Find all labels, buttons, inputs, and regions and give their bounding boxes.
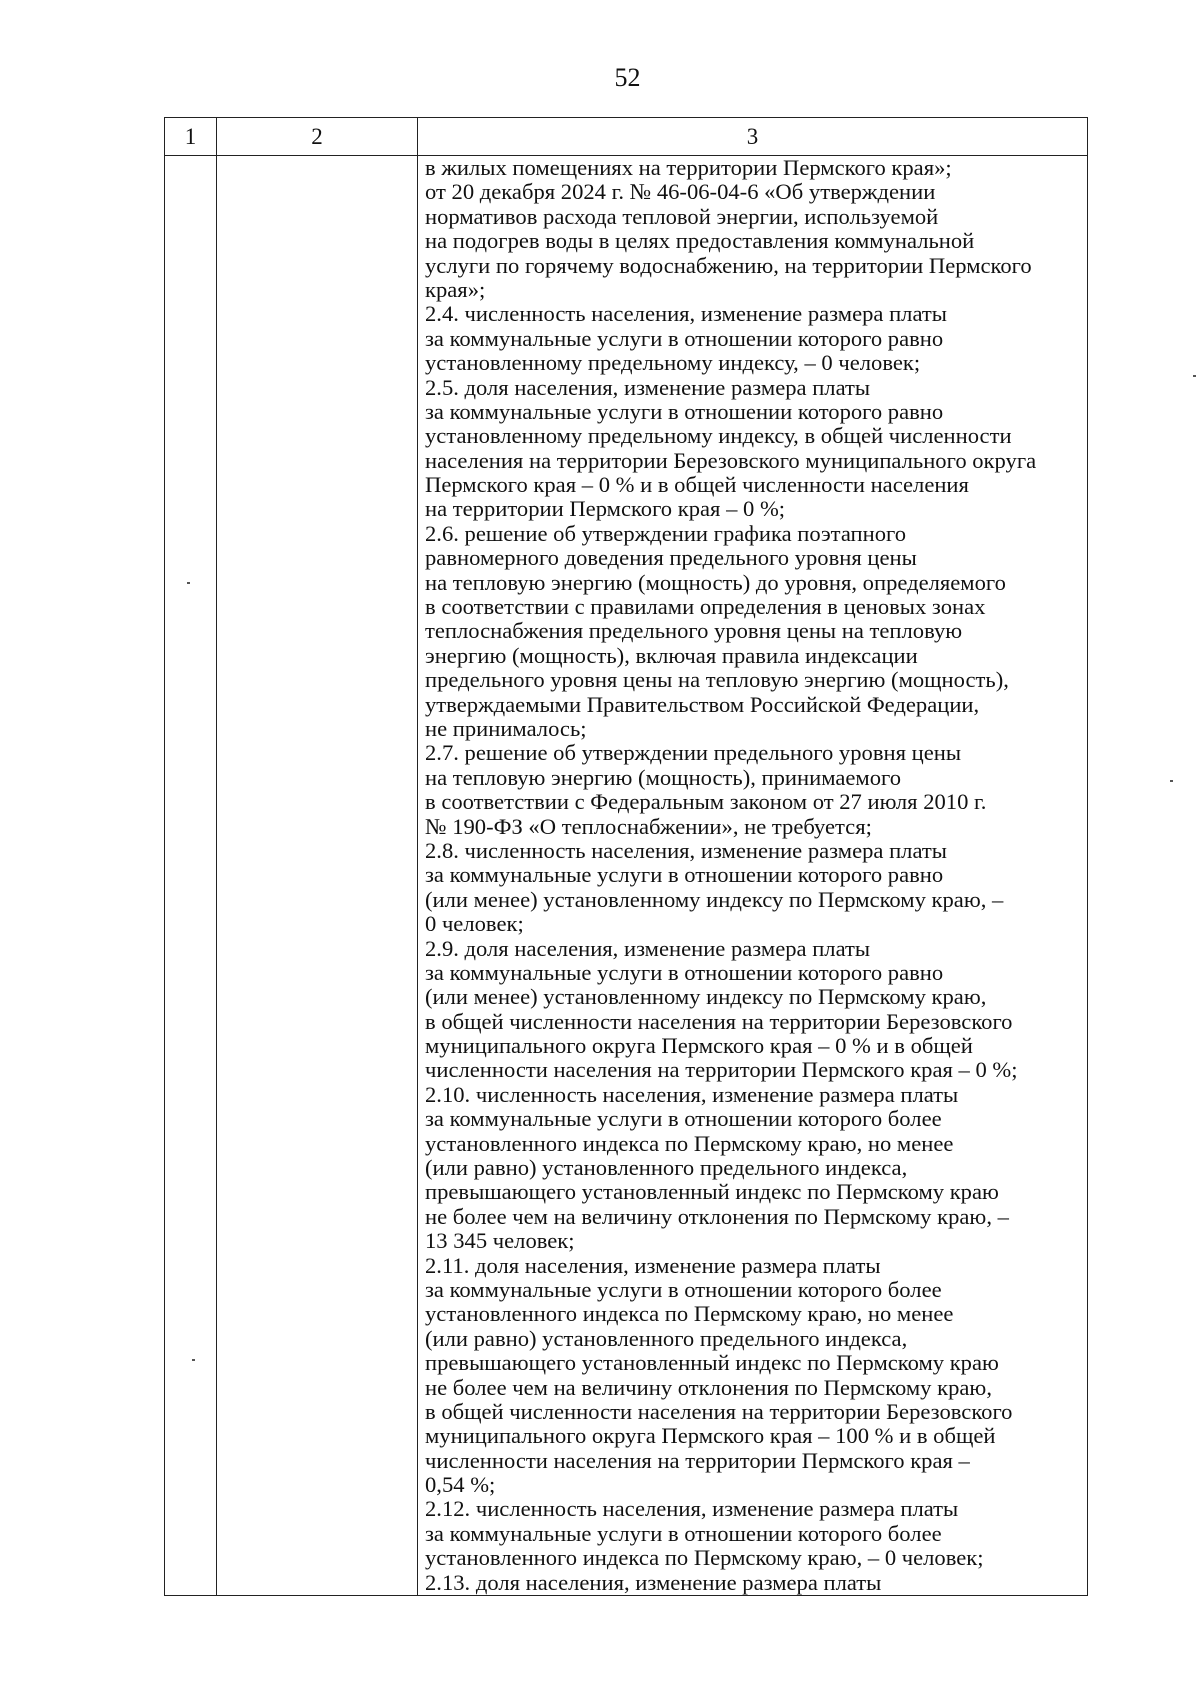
text-line: муниципального округа Пермского края – 0 % и в общей [425,1033,973,1059]
text-line: за коммунальные услуги в отношении которого более [425,1106,942,1132]
text-line: в соответствии с правилами определения в ценовых зонах [425,594,986,620]
text-line: превышающего установленный индекс по Пермскому краю [425,1350,999,1376]
text-line: 2.10. численность населения, изменение размера платы [425,1081,959,1107]
text-line: не принималось; [425,715,587,741]
table-body-row [165,156,1088,1596]
text-line: установленному предельному индексу, в общей численности [425,423,1012,449]
text-line: (или равно) установленного предельного индекса, [425,1325,908,1351]
scan-speck [187,582,190,584]
body-col-1 [165,156,217,1596]
header-col-1: 1 [165,118,217,156]
page-number: 52 [614,63,641,92]
text-line: № 190-ФЗ «О теплоснабжении», не требуется; [425,813,872,839]
text-line: 2.9. доля населения, изменение размера платы [425,935,871,961]
text-line: населения на территории Березовского муниципального округа [425,447,1037,473]
text-line: края»; [425,276,486,302]
text-line: в общей численности населения на территории Березовского [425,1398,1013,1424]
text-line: установленного индекса по Пермскому краю, но менее [425,1301,954,1327]
text-line: в жилых помещениях на территории Пермского края»; [425,155,952,180]
text-line: за коммунальные услуги в отношении которого равно [425,862,944,888]
text-line: не более чем на величину отклонения по Пермскому краю, [425,1374,992,1400]
text-line: Пермского края – 0 % и в общей численности населения [425,472,969,498]
header-col-3: 3 [418,118,1088,156]
body-col-2 [217,156,418,1596]
text-line: 0,54 %; [425,1472,496,1498]
text-line: за коммунальные услуги в отношении которого равно [425,325,944,351]
text-line: 2.6. решение об утверждении графика поэтапного [425,520,907,546]
body-col-3-text [418,156,1088,1596]
text-line: установленному предельному индексу, – 0 человек; [425,350,921,376]
text-line: 2.4. численность населения, изменение размера платы [425,301,947,327]
text-line: за коммунальные услуги в отношении которого равно [425,959,944,985]
text-line: 0 человек; [425,911,524,937]
text-line: от 20 декабря 2024 г. № 46-06-04-6 «Об утверждении [425,179,936,205]
text-line: не более чем на величину отклонения по Пермскому краю, – [425,1203,1009,1229]
header-col-2: 2 [217,118,418,156]
scan-speck [1170,780,1173,782]
text-line: 2.12. численность населения, изменение размера платы [425,1496,959,1522]
text-line: предельного уровня цены на тепловую энергию (мощность), [425,667,1009,693]
text-line: превышающего установленный индекс по Пермскому краю [425,1179,999,1205]
text-line: численности населения на территории Пермского края – [425,1447,970,1473]
table-header-row [165,118,1088,156]
text-line: услуги по горячему водоснабжению, на территории Пермского [425,252,1032,278]
text-line: (или менее) установленному индексу по Пермскому краю, – [425,886,1004,912]
text-line: нормативов расхода тепловой энергии, используемой [425,203,939,229]
text-line: на тепловую энергию (мощность), принимаемого [425,764,902,790]
document-table [164,117,1088,1596]
text-line: энергию (мощность), включая правила индексации [425,642,918,668]
text-line: теплоснабжения предельного уровня цены на тепловую [425,618,963,644]
text-line: муниципального округа Пермского края – 100 % и в общей [425,1423,996,1449]
text-line: 2.13. доля населения, изменение размера платы [425,1569,882,1595]
text-line: в соответствии с Федеральным законом от 27 июля 2010 г. [425,789,987,815]
text-line: утверждаемыми Правительством Российской Федерации, [425,691,980,717]
text-line: установленного индекса по Пермскому краю, – 0 человек; [425,1545,984,1571]
scan-speck [1193,375,1196,377]
text-line: 13 345 человек; [425,1228,575,1254]
text-line: за коммунальные услуги в отношении которого равно [425,398,944,424]
text-line: (или равно) установленного предельного индекса, [425,1155,908,1181]
text-line: на территории Пермского края – 0 %; [425,496,786,522]
text-line: на тепловую энергию (мощность) до уровня, определяемого [425,569,1006,595]
text-line: установленного индекса по Пермскому краю, но менее [425,1130,954,1156]
text-line: 2.11. доля населения, изменение размера платы [425,1252,881,1278]
text-line: 2.7. решение об утверждении предельного уровня цены [425,740,962,766]
text-line: на подогрев воды в целях предоставления коммунальной [425,228,975,254]
text-line: 2.8. численность населения, изменение размера платы [425,837,947,863]
text-line: равномерного доведения предельного уровня цены [425,545,917,571]
text-line: (или менее) установленному индексу по Пермскому краю, [425,984,987,1010]
text-line: за коммунальные услуги в отношении которого более [425,1520,942,1546]
text-line: в общей численности населения на территории Березовского [425,1008,1013,1034]
scan-speck [192,1359,195,1361]
text-line: за коммунальные услуги в отношении которого более [425,1276,942,1302]
text-line: 2.5. доля населения, изменение размера платы [425,374,871,400]
text-line: численности населения на территории Пермского края – 0 %; [425,1057,1018,1083]
